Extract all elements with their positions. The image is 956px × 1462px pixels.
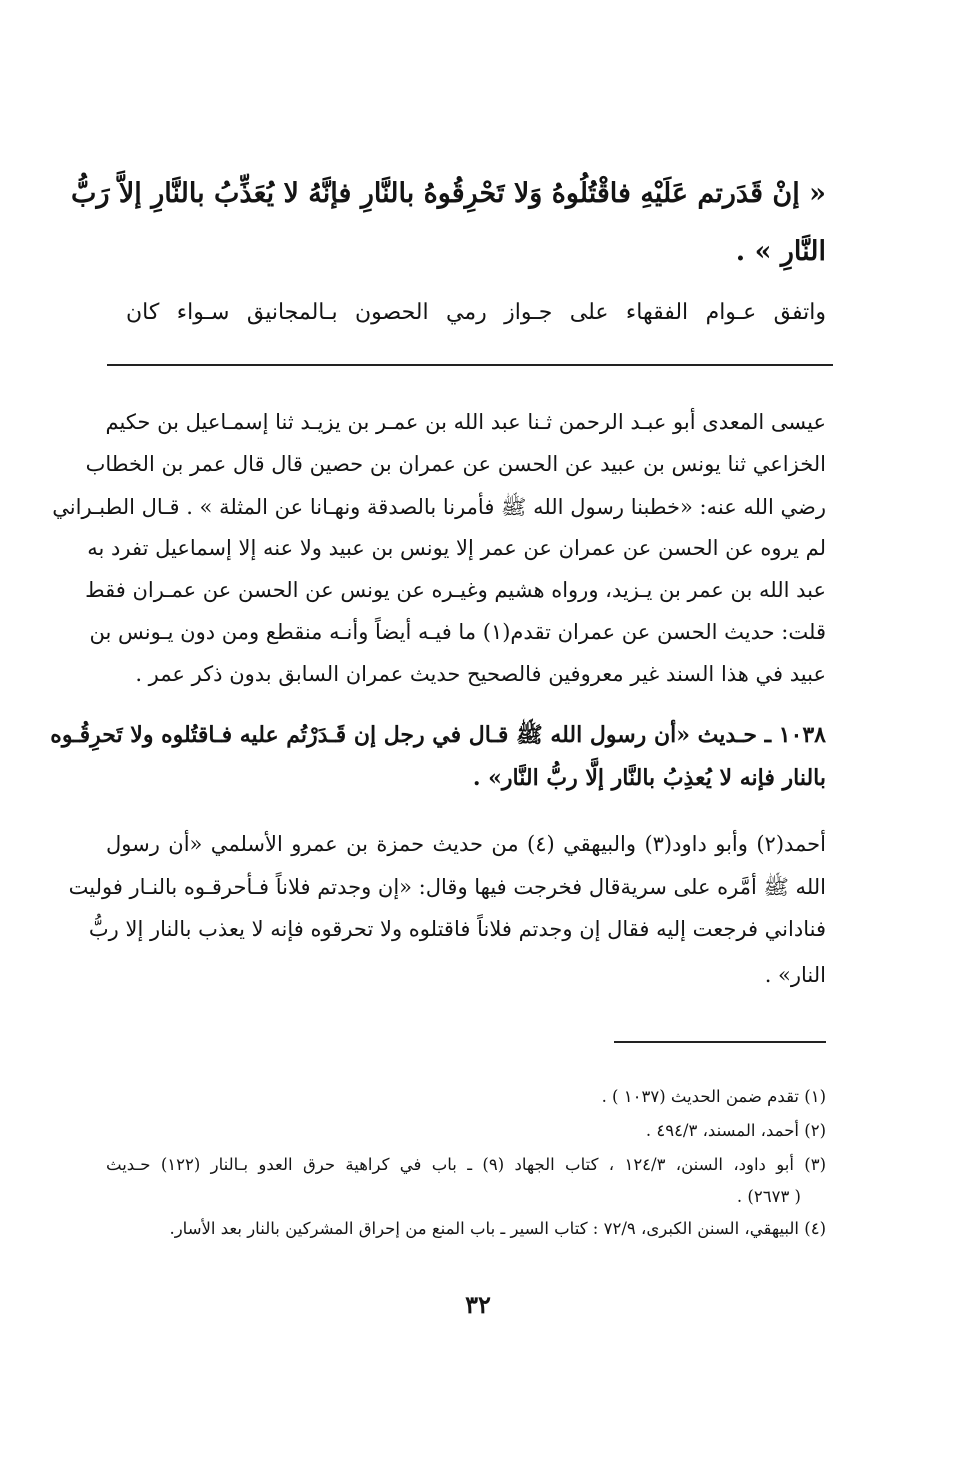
page-number: ٣٢ xyxy=(465,1290,491,1319)
commentary-line-7: عبيد في هذا السند غير معروفين فالصحيح حديث عمران السابق بدون ذكر عمر . xyxy=(135,662,826,686)
takhrij-line-2: الله ﷺ أمَّره على سريةقال فخرجت فيها وقال: «إن وجدتم فلاناً فـأحرقـوه بالنـار فوليت xyxy=(68,875,826,899)
takhrij-line-4: النار» . xyxy=(764,963,826,987)
commentary-line-2: الخزاعي ثنا يونس بن عبيد عن الحسن عن عمران بن حصين قال قال عمر بن الخطاب xyxy=(85,452,826,476)
hadith-entry-line-1: ١٠٣٨ ـ حـديث «أن رسول الله ﷺ قـال في رجل إن قَـدَرْتُم عليه فـاقتُلوه ولا تَحرِقُـوه xyxy=(50,722,826,748)
quoted-hadith-line-1: « إنْ قَدَرتم عَلَيْهِ فاقْتُلُوهُ وَلا تَحْرِقُوهُ بالنَّارِ فإنَّهُ لا يُعَذِّبُ بالنَّارِ إلاَّ رَبُّ xyxy=(71,178,826,209)
footnote-3: (٣) أبو داود، السنن، ١٢٤/٣ ، كتاب الجهاد (٩) ـ باب في كراهية حرق العدو بـالنار (١٢٢) حـديث xyxy=(106,1155,827,1174)
footnote-1: (١) تقدم ضمن الحديث (١٠٣٧ ) . xyxy=(601,1087,826,1106)
takhrij-line-1: أحمد(٢) وأبو داود(٣) والبيهقي (٤) من حديث حمزة بن عمرو الأسلمي «أن رسول xyxy=(106,832,826,856)
takhrij-line-3: فناداني فرجعت إليه فقال إن وجدتم فلاناً فاقتلوه ولا تحرقوه فإنه لا يعذب بالنار إلا ربُّ xyxy=(88,917,826,941)
commentary-line-3: رضي الله عنه: «خطبنا رسول الله ﷺ فأمرنا بالصدقة ونهـانا عن المثلة » . قـال الطبـراني xyxy=(52,495,826,519)
footnote-3-continued: ( ٢٦٧٣) . xyxy=(736,1187,801,1206)
hadith-entry-line-2: بالنار فإنه لا يُعذِبُ بالنَّار إلَّا ربُّ النَّار» . xyxy=(472,765,826,791)
commentary-line-6: قلت: حديث الحسن عن عمران تقدم(١) ما فيـه أيضاً وأنـه منقطع ومن دون يـونس بن xyxy=(89,620,826,644)
commentary-line-4: لم يروه عن الحسن عن عمران عن عمر إلا يونس بن عبيد ولا عنه إلا إسماعيل تفرد به xyxy=(87,536,826,560)
footnote-2: (٢) أحمد، المسند، ٤٩٤/٣ . xyxy=(645,1121,826,1140)
commentary-line-1: عيسى المعدى أبو عبـد الرحمن ثـنا عبد الله بن عمـر بن يزيـد ثنا إسمـاعيل بن حكيم xyxy=(105,410,826,434)
footnote-divider xyxy=(614,1041,826,1043)
section-divider xyxy=(107,364,833,366)
footnote-4: (٤) البيهقي، السنن الكبرى، ٧٢/٩ : كتاب السير ـ باب المنع من إحراق المشركين بالنار بعد الأسار. xyxy=(169,1219,826,1238)
commentary-line-5: عبد الله بن عمر بن يـزيد، ورواه هشيم وغيـره عن يونس عن الحسن عن عمـران فقط xyxy=(85,578,826,602)
main-text-line: واتفق عـوام الفقهاء على جـواز رمي الحصون بـالمجانيق سـواء كان xyxy=(126,300,826,325)
quoted-hadith-line-2: النَّارِ » . xyxy=(735,236,826,267)
